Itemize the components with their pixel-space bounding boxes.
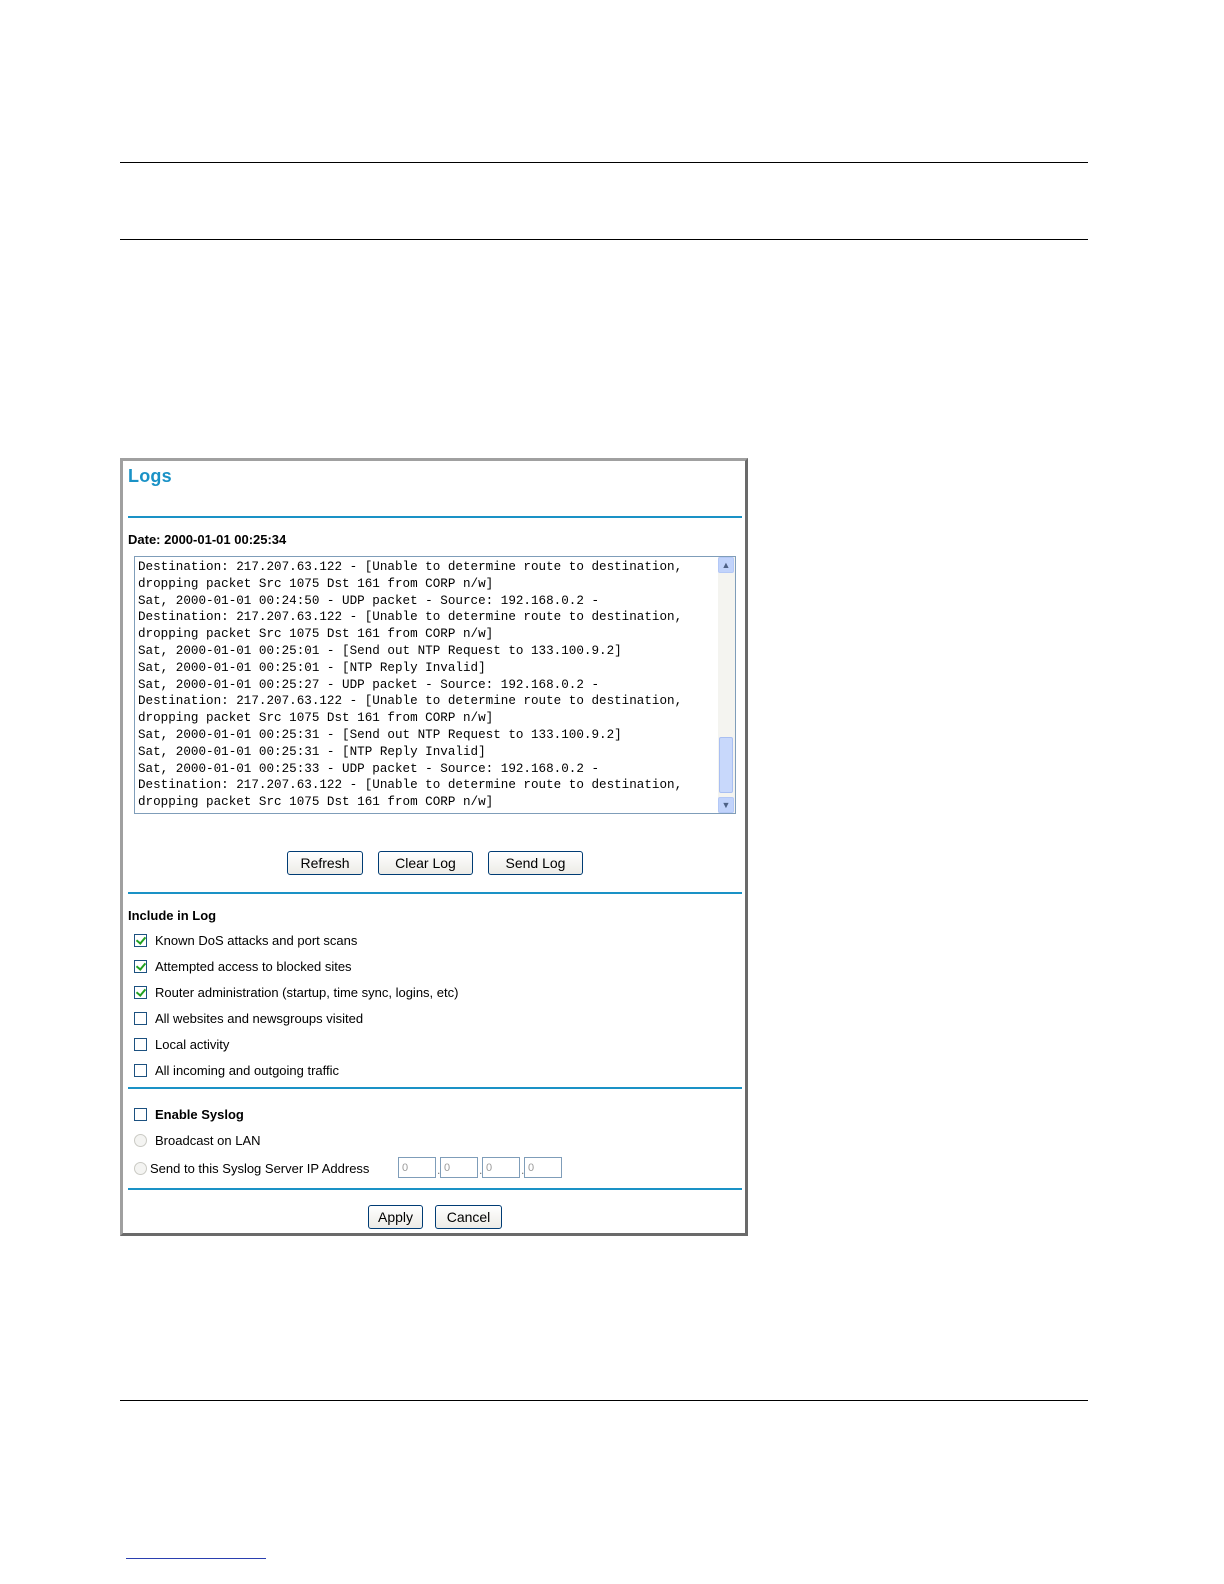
include-option-label: Local activity: [155, 1036, 230, 1052]
include-option[interactable]: [134, 958, 352, 974]
broadcast-lan-radio[interactable]: [134, 1134, 147, 1147]
log-line: Destination: 217.207.63.122 - [Unable to determine route to destination,: [138, 694, 683, 709]
log-line: Sat, 2000-01-01 00:25:33 - UDP packet - Source: 192.168.0.2 -: [138, 761, 600, 776]
syslog-divider: [128, 1188, 742, 1190]
enable-syslog-label: Enable Syslog: [155, 1106, 244, 1122]
log-line: Sat, 2000-01-01 00:24:50 - UDP packet - Source: 192.168.0.2 -: [138, 593, 600, 608]
syslog-server-radio[interactable]: [134, 1162, 147, 1175]
page-title: Logs: [128, 466, 172, 486]
include-option-label: Known DoS attacks and port scans: [155, 932, 358, 948]
include-option-checkbox[interactable]: [134, 934, 147, 947]
log-line: dropping packet Src 1075 Dst 161 from CORP n/w]: [138, 711, 494, 726]
log-textarea[interactable]: [134, 556, 736, 814]
page-header-rule: [120, 239, 1088, 240]
page-footer-rule: [120, 1400, 1088, 1401]
buttons-divider: [128, 892, 742, 894]
include-option-checkbox[interactable]: [134, 1012, 147, 1025]
include-option[interactable]: [134, 984, 458, 1000]
include-option-checkbox[interactable]: [134, 1064, 147, 1077]
log-line: Sat, 2000-01-01 00:25:01 - [Send out NTP Request to 133.100.9.2]: [138, 643, 622, 658]
syslog-ip-octet-4[interactable]: [524, 1157, 562, 1178]
cancel-button[interactable]: Cancel: [435, 1205, 502, 1229]
include-option[interactable]: [134, 1062, 339, 1078]
include-option-checkbox[interactable]: [134, 986, 147, 999]
clear-log-button[interactable]: Clear Log: [378, 851, 473, 875]
include-option-checkbox[interactable]: [134, 1038, 147, 1051]
log-line: dropping packet Src 1075 Dst 161 from CORP n/w]: [138, 795, 494, 810]
scroll-down-arrow-icon[interactable]: ▼: [718, 797, 734, 813]
syslog-server-option[interactable]: [134, 1160, 369, 1176]
broadcast-lan-option[interactable]: [134, 1132, 261, 1148]
log-line: Sat, 2000-01-01 00:25:27 - UDP packet - Source: 192.168.0.2 -: [138, 677, 600, 692]
syslog-ip-octet-2[interactable]: [440, 1157, 478, 1178]
footer-link-underline: [126, 1558, 266, 1559]
send-log-button[interactable]: Send Log: [488, 851, 583, 875]
include-divider: [128, 1087, 742, 1089]
syslog-ip-octet-1[interactable]: [398, 1157, 436, 1178]
enable-syslog-option[interactable]: [134, 1106, 244, 1122]
log-scrollbar[interactable]: [718, 557, 735, 813]
include-option-label: Attempted access to blocked sites: [155, 958, 352, 974]
log-date-label: Date: 2000-01-01 00:25:34: [128, 532, 287, 547]
title-divider: [128, 516, 742, 518]
include-option-checkbox[interactable]: [134, 960, 147, 973]
log-line: Sat, 2000-01-01 00:25:31 - [Send out NTP Request to 133.100.9.2]: [138, 727, 622, 742]
apply-button[interactable]: Apply: [368, 1205, 423, 1229]
include-option[interactable]: [134, 1010, 363, 1026]
log-line: Destination: 217.207.63.122 - [Unable to determine route to destination,: [138, 610, 683, 625]
enable-syslog-checkbox[interactable]: [134, 1108, 147, 1121]
include-option-label: All incoming and outgoing traffic: [155, 1062, 340, 1078]
include-option-label: All websites and newsgroups visited: [155, 1010, 364, 1026]
log-line: Sat, 2000-01-01 00:25:01 - [NTP Reply Invalid]: [138, 660, 486, 675]
scroll-up-arrow-icon[interactable]: ▲: [718, 557, 734, 573]
log-line: dropping packet Src 1075 Dst 161 from CORP n/w]: [138, 576, 494, 591]
log-content: [138, 559, 716, 811]
logs-panel: Logs Date: 2000-01-01 00:25:34 Destination: 217.207.63.122 - [Unable to determine route to destination, dropping packet Src 1075 Dst 161 from CORP n/w] Sat, 2000-01-01 00:24:50 - UDP packet - Source: 192.168.0.2 - Destination: 217.207.63.122 - [Unable to determine route to destination, dropping packet Src 1075 Dst 161 from CORP n/w] Sat, 2000-01-01 00:25:01 - [Send out NTP Request to 133.100.9.2] Sat, 2000-01-01 00:25:01 - [NTP Reply Invalid] Sat, 2000-01-01 00:25:27 - UDP packet - Source: 192.168.0.2 - Destination: 217.207.63.122 - [Unable to determine route to destination, dropping packet Src 1075 Dst 161 from CORP n/w] Sat, 2000-01-01 00:25:31 - [Send out NTP Request to 133.100.9.2] Sat, 2000-01-01 00:25:31 - [NTP Reply Invalid] Sat, 2000-01-01 00:25:33 - UDP packet - Source: 192.168.0.2 - Destination: 217.207.63.122 - [Unable to determine route to destination, dropping packet Src 1075 Dst 161 from CORP n/w] ▲ ▼ Refresh Clear Log Send Log Include in Log Known DoS attacks and port scans Attempted access to blocked sites Router administration (startup, time sync, logins, etc) All websites and newsgroups visited Local activity All incoming and outgoing traffic Enable Syslog Broadcast on LAN Send to this Syslog Server IP Address 0 . 0 . 0 . 0 Apply Cancel: [120, 458, 748, 1236]
log-line: Sat, 2000-01-01 00:25:31 - [NTP Reply Invalid]: [138, 744, 486, 759]
include-option-label: Router administration (startup, time sync, logins, etc): [155, 984, 459, 1000]
log-line: dropping packet Src 1075 Dst 161 from CORP n/w]: [138, 627, 494, 642]
refresh-button[interactable]: Refresh: [287, 851, 363, 875]
scroll-thumb[interactable]: [719, 737, 733, 793]
syslog-server-label: Send to this Syslog Server IP Address: [150, 1160, 370, 1176]
log-line: Destination: 217.207.63.122 - [Unable to determine route to destination,: [138, 778, 683, 793]
page-top-rule: [120, 162, 1088, 163]
include-option[interactable]: [134, 932, 357, 948]
log-line: Destination: 217.207.63.122 - [Unable to determine route to destination,: [138, 560, 683, 574]
include-in-log-label: Include in Log: [128, 908, 217, 923]
syslog-ip-octet-3[interactable]: [482, 1157, 520, 1178]
broadcast-lan-label: Broadcast on LAN: [155, 1132, 261, 1148]
include-option[interactable]: [134, 1036, 229, 1052]
